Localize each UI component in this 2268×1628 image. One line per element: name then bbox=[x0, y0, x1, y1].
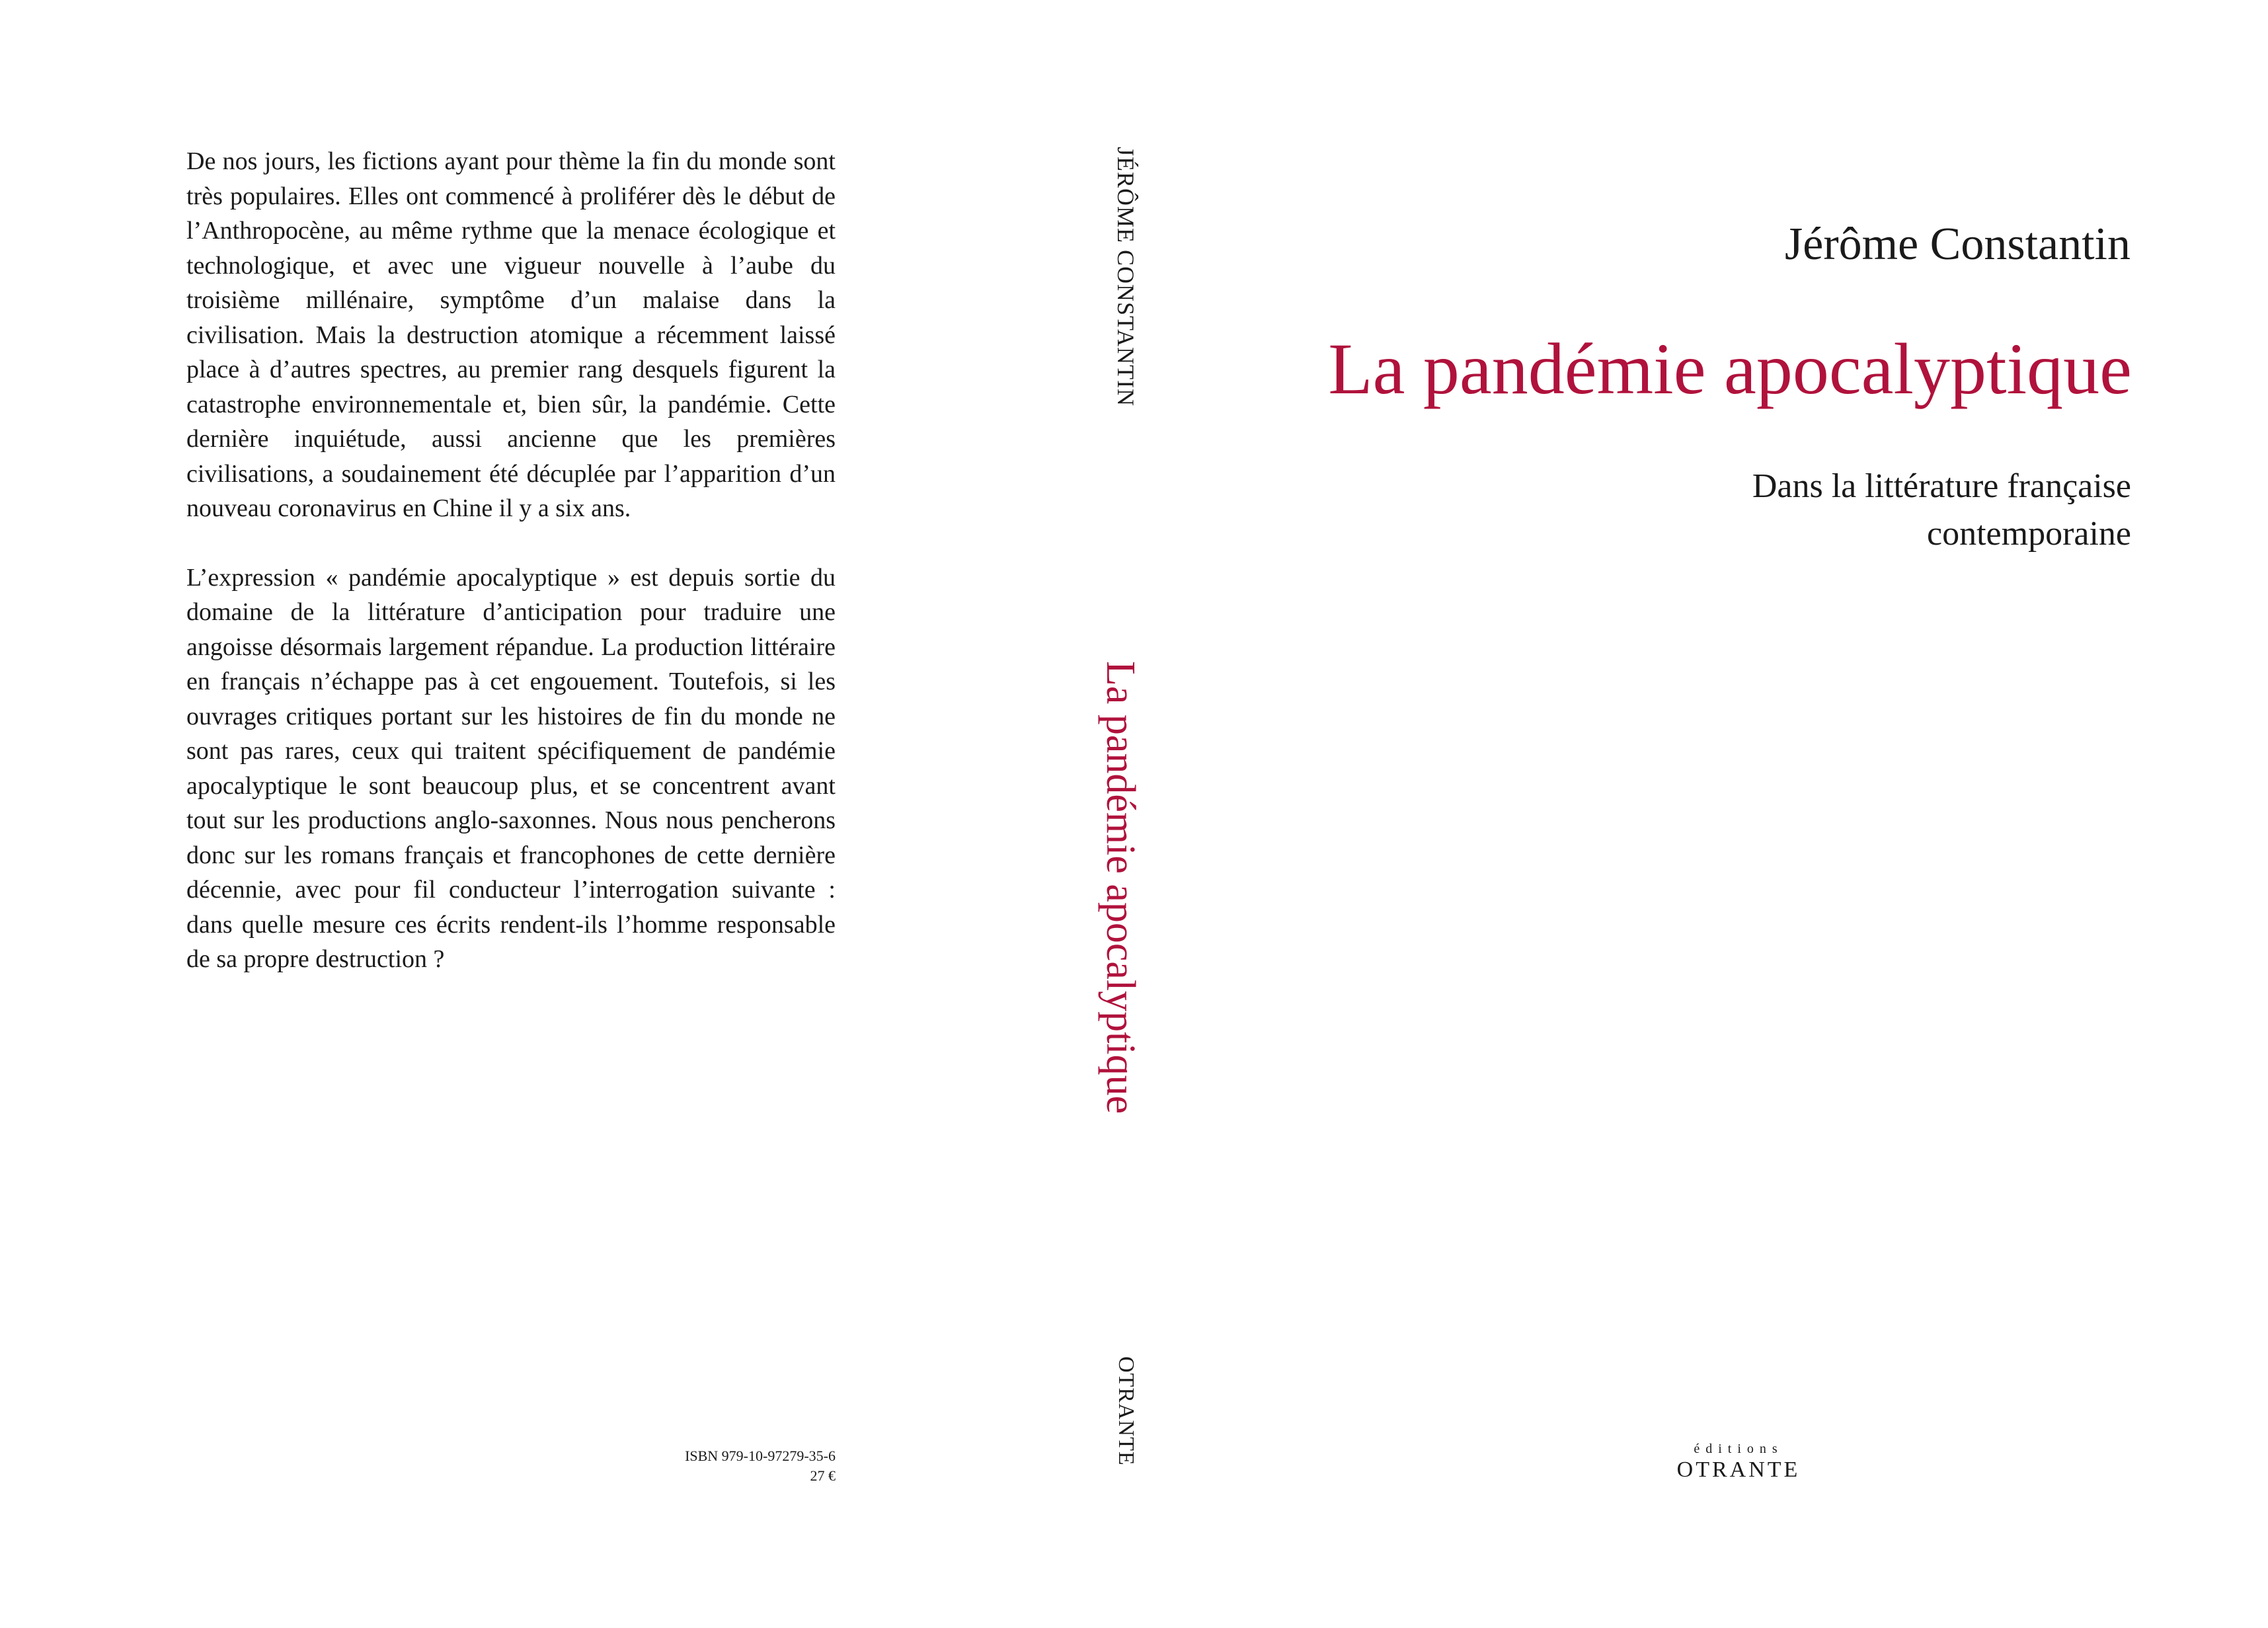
blurb-paragraph-1: De nos jours, les fictions ayant pour thème la fin du monde sont très populaires. Elles ont commencé à proliférer dès le début de l’Anthropocène, au même rythme que la menace écologique et technologique, et avec une vigueur nouvelle à l’aube du troisième millénaire, symptôme d’un malaise dans la civilisation. Mais la destruction atomique a récemment laissé place à d’autres spectres, au premier rang desquels figurent la catastrophe environnementale et, bien sûr, la pandémie. Cette dernière inquiétude, aussi ancienne que les premières civilisations, a soudainement été décuplée par l’apparition d’un nouveau coronavirus en Chine il y a six ans. bbox=[186, 147, 836, 522]
back-cover-blurb bbox=[186, 144, 836, 1011]
publisher-logo-editions: éditions bbox=[1694, 1442, 1783, 1456]
publisher-logo bbox=[1672, 1441, 1805, 1483]
isbn-price-block bbox=[685, 1446, 836, 1486]
isbn-number: ISBN 979-10-97279-35-6 bbox=[685, 1448, 836, 1464]
spine-author: JÉRÔME CONSTANTIN bbox=[1113, 147, 1139, 407]
spine-title: La pandémie apocalyptique bbox=[1098, 661, 1143, 1114]
subtitle-line-2: contemporaine bbox=[1927, 515, 2131, 553]
blurb-paragraph-2: L’expression « pandémie apocalyptique » est depuis sortie du domaine de la littérature d’anticipation pour traduire une angoisse désormais largement répandue. La production littéraire en français n’échappe pas à cet engouement. Toutefois, si les ouvrages critiques portant sur les histoires de fin du monde ne sont pas rares, ceux qui traitent spécifiquement de pandémie apocalyptique le sont beaucoup plus, et se concentrent avant tout sur les productions anglo-saxonnes. Nous nous pencherons donc sur les romans français et francophones de cette dernière décennie, avec pour fil conducteur l’interrogation suivante : dans quelle mesure ces écrits rendent-ils l’homme responsable de sa propre destruction ? bbox=[186, 563, 836, 973]
subtitle-line-1: Dans la littérature française bbox=[1752, 467, 2131, 505]
front-author: Jérôme Constantin bbox=[1785, 219, 2131, 270]
front-subtitle bbox=[1752, 463, 2131, 558]
front-title: La pandémie apocalyptique bbox=[1328, 329, 2132, 409]
spine-publisher: OTRANTE bbox=[1114, 1356, 1138, 1466]
price: 27 € bbox=[810, 1467, 836, 1484]
publisher-logo-name: OTRANTE bbox=[1676, 1457, 1801, 1482]
